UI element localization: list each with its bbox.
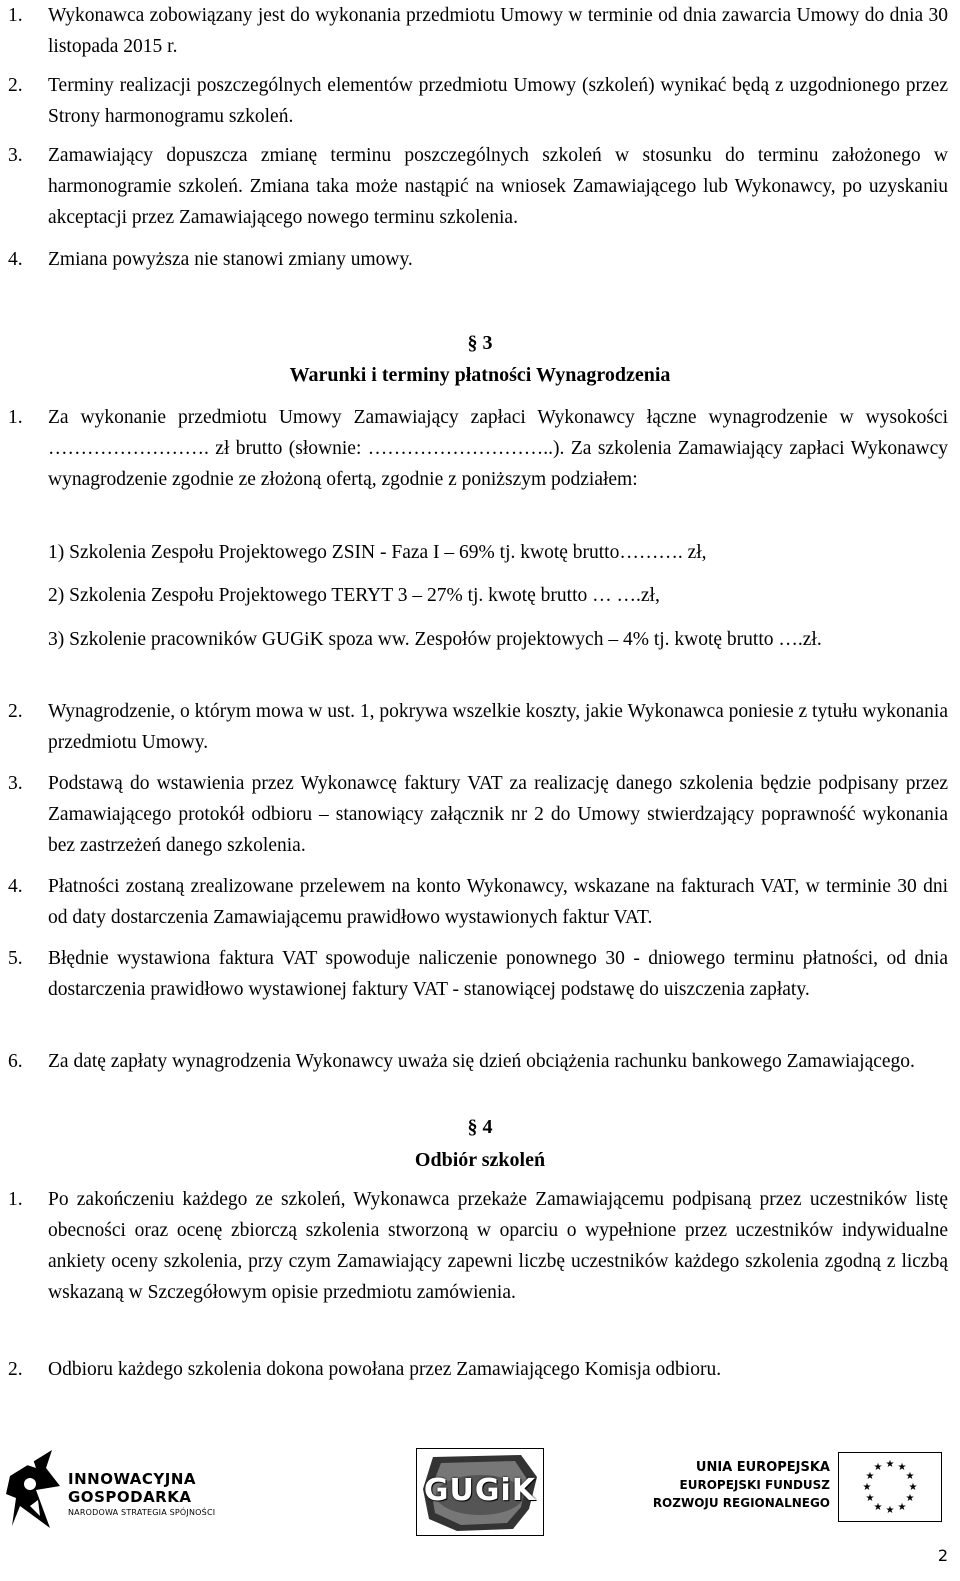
s4-item-2 [8, 1354, 948, 1385]
s2-item-3 [8, 140, 948, 233]
item-text: Wykonawca zobowiązany jest do wykonania przedmiotu Umowy w terminie od dnia zawarcia Umowy do dnia 30 listopada 2015 r. [48, 5, 948, 57]
page-number: 2 [937, 1546, 948, 1565]
eu-flag-icon [838, 1452, 942, 1522]
svg-text:★: ★ [905, 1493, 915, 1504]
logo-line-2: GOSPODARKA [68, 1488, 192, 1506]
item-number: 4. [8, 876, 23, 897]
eu-line-3: ROZWOJU REGIONALNEGO [652, 1496, 830, 1510]
innowacyjna-gospodarka-logo [6, 1446, 226, 1530]
item-text: Po zakończeniu każdego ze szkoleń, Wykonawca przekaże Zamawiającemu podpisaną przez uczestników listę obecności oraz ocenę zbiorczą szkolenia stworzoną w oparciu o wypełnione przez uczestników indywidualne ankiety oceny szkolenia, przy czym Zamawiający zapewni liczbę uczestników każdego szkolenia zgodną z liczbą wskazaną w Szczegółowym opisie przedmiotu zamówienia. [48, 1189, 948, 1303]
item-text: Zamawiający dopuszcza zmianę terminu poszczególnych szkoleń w stosunku do terminu założonego w harmonogramie szkoleń. Zmiana taka może nastąpić na wniosek Zamawiającego lub Wykonawcy, po uzyskaniu akceptacji przez Zamawiającego nowego terminu szkolenia. [48, 145, 948, 228]
svg-text:★: ★ [865, 1493, 875, 1504]
footer-logos [0, 1440, 960, 1530]
svg-text:★: ★ [908, 1482, 918, 1493]
s3-item-5 [8, 943, 948, 1005]
item-text: Wynagrodzenie, o którym mowa w ust. 1, pokrywa wszelkie koszty, jakie Wykonawca poniesie z tytułu wykonania przedmiotu Umowy. [48, 701, 948, 753]
eu-line-1: UNIA EUROPEJSKA [695, 1460, 830, 1475]
s3-item-4 [8, 871, 948, 933]
s2-item-2 [8, 70, 948, 132]
item-number: 1. [8, 1189, 23, 1210]
item-number: 3. [8, 773, 23, 794]
eu-line-2: EUROPEJSKI FUNDUSZ [679, 1478, 830, 1492]
item-text: Za datę zapłaty wynagrodzenia Wykonawcy uważa się dzień obciążenia rachunku bankowego Zamawiającego. [48, 1051, 915, 1072]
item-number: 2. [8, 701, 23, 722]
s3-subitem-2: 2) Szkolenia Zespołu Projektowego TERYT 3 – 27% tj. kwotę brutto … ….zł, [48, 585, 660, 606]
section-3-heading: § 3 [467, 332, 493, 354]
svg-text:★: ★ [897, 1462, 907, 1473]
item-number: 4. [8, 249, 23, 270]
svg-text:★: ★ [865, 1471, 875, 1482]
s2-item-4 [8, 244, 948, 275]
s2-item-1 [8, 0, 948, 62]
eu-fund-logo [652, 1452, 950, 1522]
logo-line-3: NARODOWA STRATEGIA SPÓJNOŚCI [68, 1508, 216, 1517]
svg-text:★: ★ [873, 1502, 883, 1513]
s3-item-1 [8, 402, 948, 495]
item-number: 5. [8, 948, 23, 969]
section-4-heading: § 4 [467, 1116, 493, 1138]
section-3-title: Warunki i terminy płatności Wynagrodzenia [289, 364, 671, 386]
item-number: 6. [8, 1051, 23, 1072]
item-text: Odbioru każdego szkolenia dokona powołana przez Zamawiającego Komisja odbioru. [48, 1359, 722, 1380]
s4-item-1 [8, 1184, 948, 1308]
s3-item-2 [8, 696, 948, 758]
s3-subitem-1: 1) Szkolenia Zespołu Projektowego ZSIN - Faza I – 69% tj. kwotę brutto………. zł, [48, 542, 707, 563]
item-number: 1. [8, 407, 23, 428]
innovation-figure-icon [6, 1446, 62, 1530]
svg-text:★: ★ [885, 1459, 895, 1470]
item-number: 1. [8, 5, 23, 26]
gugik-text: GUGiK [423, 1473, 537, 1508]
item-text: Zmiana powyższa nie stanowi zmiany umowy. [48, 249, 413, 270]
s3-item-3 [8, 768, 948, 861]
s3-subitem-3: 3) Szkolenie pracowników GUGiK spoza ww. Zespołów projektowych – 4% tj. kwotę brutto ….zł. [48, 629, 822, 650]
svg-text:★: ★ [905, 1471, 915, 1482]
item-number: 3. [8, 145, 23, 166]
item-number: 2. [8, 1359, 23, 1380]
section-4-title: Odbiór szkoleń [414, 1149, 546, 1171]
svg-text:★: ★ [862, 1482, 872, 1493]
item-text: Płatności zostaną zrealizowane przelewem na konto Wykonawcy, wskazane na fakturach VAT, w terminie 30 dni od daty dostarczenia Zamawiającemu prawidłowo wystawionych faktur VAT. [48, 876, 948, 928]
item-text: Za wykonanie przedmiotu Umowy Zamawiający zapłaci Wykonawcy łączne wynagrodzenie w wysokości ……………………. zł brutto (słownie: ………………………..). Za szkolenia Zamawiający zapłaci Wykonawcy wynagrodzenie zgodnie ze złożoną ofertą, zgodnie z poniższym podziałem: [48, 407, 948, 490]
item-text: Podstawą do wstawienia przez Wykonawcę faktury VAT za realizację danego szkolenia będzie podpisany przez Zamawiającego protokół odbioru – stanowiący załącznik nr 2 do Umowy stwierdzający poprawność wykonania bez zastrzeżeń danego szkolenia. [48, 773, 948, 856]
item-number: 2. [8, 75, 23, 96]
item-text: Terminy realizacji poszczególnych elementów przedmiotu Umowy (szkoleń) wynikać będą z uzgodnionego przez Strony harmonogramu szkoleń. [48, 75, 948, 127]
item-text: Błędnie wystawiona faktura VAT spowoduje naliczenie ponownego 30 - dniowego terminu płatności, od dnia dostarczenia prawidłowo wystawionej faktury VAT - stanowiącej podstawę do uiszczenia zapłaty. [48, 948, 948, 1000]
logo-line-1: INNOWACYJNA [68, 1470, 197, 1488]
svg-text:★: ★ [885, 1505, 895, 1516]
svg-text:★: ★ [873, 1462, 883, 1473]
svg-text:★: ★ [897, 1502, 907, 1513]
gugik-logo [416, 1448, 544, 1536]
s3-item-6 [8, 1046, 948, 1077]
